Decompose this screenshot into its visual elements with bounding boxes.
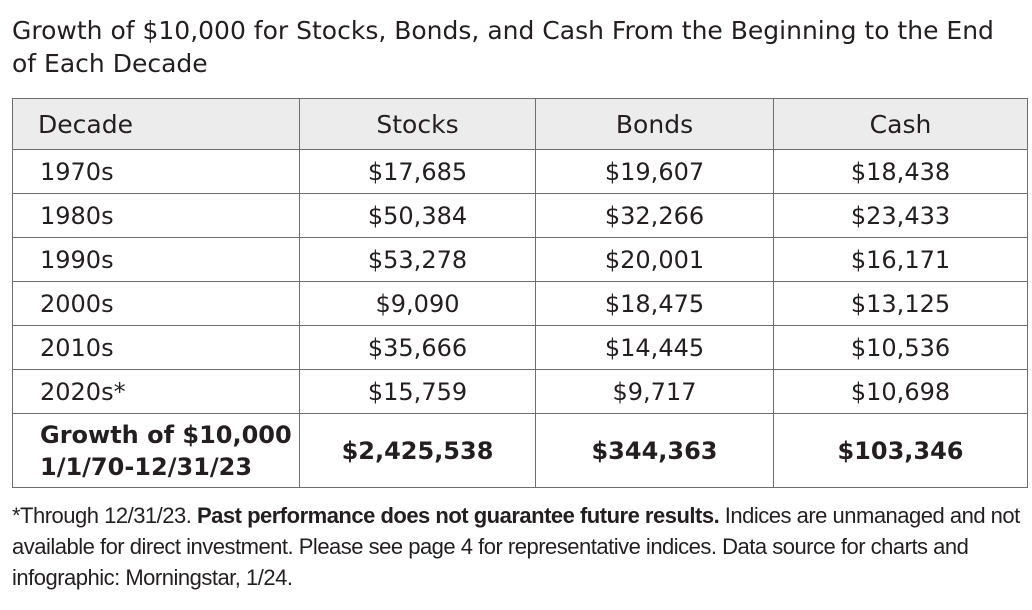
table-row — [13, 238, 1028, 282]
cell-decade: 1970s — [13, 150, 300, 194]
cell-stocks: $17,685 — [300, 150, 536, 194]
cell-cash: $16,171 — [774, 238, 1028, 282]
cell-decade: 1980s — [13, 194, 300, 238]
cell-bonds: $20,001 — [536, 238, 774, 282]
cell-cash: $23,433 — [774, 194, 1028, 238]
table-row — [13, 370, 1028, 414]
cell-cash: $13,125 — [774, 282, 1028, 326]
growth-table — [12, 98, 1028, 488]
header-bonds: Bonds — [536, 99, 774, 150]
cell-stocks: $15,759 — [300, 370, 536, 414]
cell-decade: 2010s — [13, 326, 300, 370]
footnote-disclaimer: Past performance does not guarantee future results. — [196, 503, 720, 528]
cell-bonds: $19,607 — [536, 150, 774, 194]
cell-stocks: $35,666 — [300, 326, 536, 370]
cell-bonds: $9,717 — [536, 370, 774, 414]
total-row — [13, 414, 1028, 488]
cell-cash: $10,536 — [774, 326, 1028, 370]
cell-bonds: $32,266 — [536, 194, 774, 238]
cell-stocks: $9,090 — [300, 282, 536, 326]
table-header-row — [13, 99, 1028, 150]
table-row — [13, 326, 1028, 370]
total-label-line2: 1/1/70-12/31/23 — [40, 452, 253, 481]
table-row — [13, 194, 1028, 238]
header-cash: Cash — [774, 99, 1028, 150]
cell-cash: $18,438 — [774, 150, 1028, 194]
header-decade: Decade — [13, 99, 300, 150]
footnote-part1: *Through 12/31/23. — [12, 503, 197, 528]
footnote-part2: Indices are unmanaged and not available for direct investment. Please see page 4 for representative indices. Data source for charts and infographic: Morningstar, 1/24. — [12, 503, 1020, 590]
cell-cash: $10,698 — [774, 370, 1028, 414]
cell-stocks: $50,384 — [300, 194, 536, 238]
cell-stocks: $53,278 — [300, 238, 536, 282]
header-stocks: Stocks — [300, 99, 536, 150]
table-row — [13, 150, 1028, 194]
footnote — [12, 500, 1027, 593]
cell-decade: 2000s — [13, 282, 300, 326]
page-title: Growth of $10,000 for Stocks, Bonds, and Cash From the Beginning to the End of Each Decade — [12, 16, 994, 78]
total-stocks: $2,425,538 — [300, 414, 536, 488]
total-cash: $103,346 — [774, 414, 1028, 488]
cell-decade: 1990s — [13, 238, 300, 282]
total-label-line1: Growth of $10,000 — [40, 420, 292, 449]
total-bonds: $344,363 — [536, 414, 774, 488]
cell-decade: 2020s* — [13, 370, 300, 414]
table-row — [13, 282, 1028, 326]
cell-bonds: $14,445 — [536, 326, 774, 370]
cell-bonds: $18,475 — [536, 282, 774, 326]
total-label — [13, 414, 300, 488]
